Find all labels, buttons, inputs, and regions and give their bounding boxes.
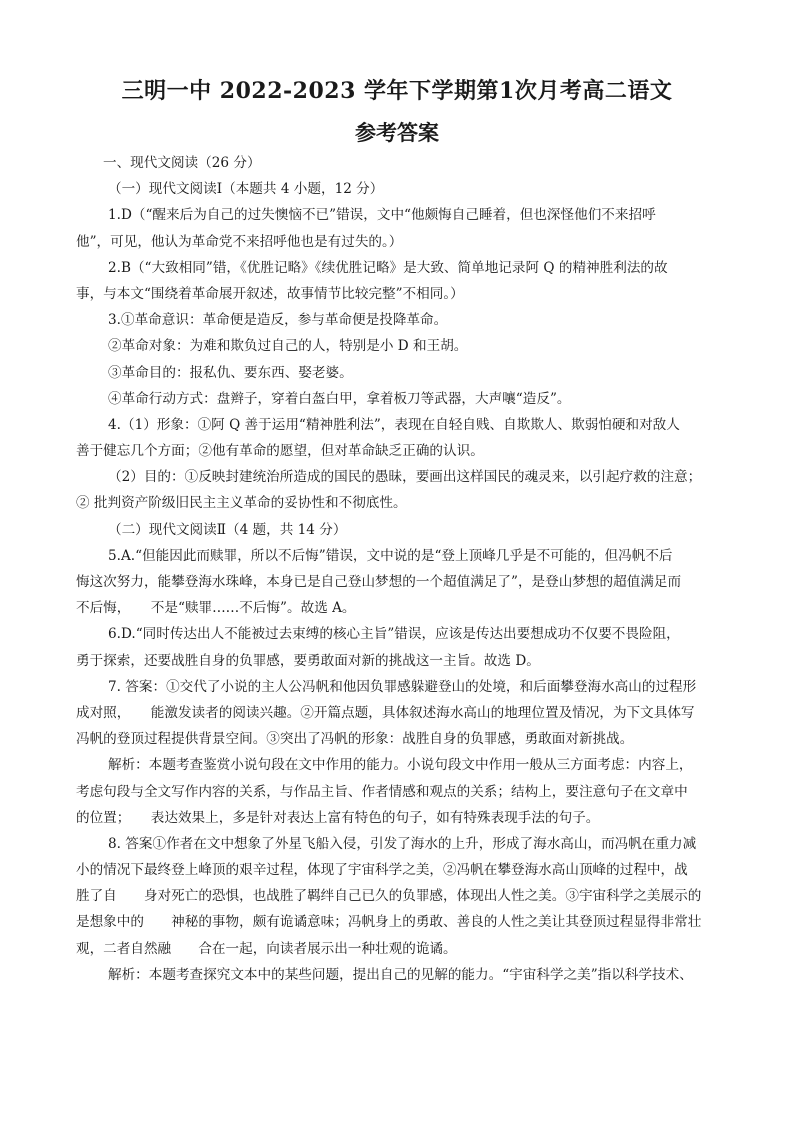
answer-line: 善于健忘几个方面；②他有革命的愿望，但对革命缺乏正确的认识。 <box>76 443 484 460</box>
document-title: 三明一中 2022-2023 学年下学期第1次月考高二语文 <box>121 78 673 104</box>
answer-line: 他”，可见，他认为革命党不来招呼他也是有过失的。） <box>76 233 403 250</box>
answer-line: 3.①革命意识：革命便是造反，参与革命便是投降革命。 <box>108 312 448 329</box>
document-subtitle: 参考答案 <box>355 120 439 145</box>
document-body <box>76 150 726 988</box>
answer-line: ② 批判资产阶级旧民主主义革命的妥协性和不彻底性。 <box>76 495 407 512</box>
answer-line: 5.A.“但能因此而赎罪，所以不后悔”错误，文中说的是“登上顶峰几乎是不可能的，但冯帆不后 <box>108 547 673 564</box>
answer-line: 6.D.“同时传达出人不能被过去束缚的核心主旨”错误，应该是传达出要想成功不仅要不畏险阻， <box>108 626 680 643</box>
analysis-line: 的位置； 表达效果上，多是针对表达上富有特色的句子，如有特殊表现手法的句子。 <box>76 809 600 826</box>
section-heading: 一、现代文阅读（26 分） <box>103 155 261 171</box>
analysis-line: 考虑句段与全文写作内容的关系，与作品主旨、作者情感和观点的关系；结构上，要注意句子在文章中 <box>76 783 688 800</box>
answer-line: 悔这次努力，能攀登海水珠峰，本身已是自己登山梦想的一个超值满足了”，是登山梦想的超值满足而 <box>76 574 682 590</box>
answer-line: （2）目的：①反映封建统治所造成的国民的愚昧，要画出这样国民的魂灵来，以引起疗救的注意； <box>108 469 702 486</box>
answer-line: 是想象中的 神秘的事物，颇有诡谲意味；冯帆身上的勇敢、善良的人性之美让其登顶过程显得非常壮 <box>76 914 702 931</box>
analysis-line: 解析：本题考查探究文本中的某些问题，提出自己的见解的能力。“宇宙科学之美”指以科学技术、 <box>108 966 693 983</box>
answer-line: 8. 答案①作者在文中想象了外星飞船入侵，引发了海水的上升，形成了海水高山，而冯帆在重力减 <box>108 835 697 852</box>
answer-line: ②革命对象：为难和欺负过自己的人，特别是小 D 和王胡。 <box>108 338 468 355</box>
answer-line: 事，与本文“围绕着革命展开叙述，故事情节比较完整”不相同。） <box>76 285 464 302</box>
answer-line: 小的情况下最终登上峰顶的艰辛过程，体现了宇宙科学之美，②冯帆在攀登海水高山顶峰的过程中，战 <box>76 862 688 879</box>
answer-line: 不后悔， 不是“赎罪……不后悔”。故选 A。 <box>76 600 356 617</box>
answer-line: 1.D（“醒来后为自己的过失懊恼不已”错误，文中“他颇悔自己睡着，但也深怪他们不来招呼 <box>108 207 656 224</box>
answer-line: 成对照， 能激发读者的阅读兴趣。②开篇点题，具体叙述海水高山的地理位置及情况，为下文具体写 <box>76 704 695 721</box>
answer-line: 观，二者自然融 合在一起，向读者展示出一种壮观的诡谲。 <box>76 940 457 957</box>
subsection-heading: （一）现代文阅读Ⅰ（本题共 4 小题，12 分） <box>108 181 384 198</box>
answer-line: 4.（1）形象：①阿 Q 善于运用“精神胜利法”，表现在自轻自贱、自欺欺人、欺弱怕硬和对敌人 <box>108 416 680 433</box>
answer-line: 冯帆的登顶过程提供背景空间。③突出了冯帆的形象：战胜自身的负罪感，勇敢面对新挑战。 <box>76 731 634 748</box>
answer-line: ④革命行动方式：盘辫子，穿着白盔白甲，拿着板刀等武器，大声嚷“造反”。 <box>108 390 571 407</box>
analysis-line: 解析：本题考查鉴赏小说句段在文中作用的能力。小说句段文中作用一般从三方面考虑：内容上， <box>108 757 693 774</box>
answer-line: 7. 答案：①交代了小说的主人公冯帆和他因负罪感躲避登山的处境，和后面攀登海水高山的过程形 <box>108 678 697 695</box>
answer-line: 2.B（“大致相同”错，《优胜记略》《续优胜记略》是大致、简单地记录阿 Q 的精神胜利法的故 <box>108 259 668 276</box>
subsection-heading: （二）现代文阅读Ⅱ（4 题，共 14 分） <box>108 521 347 538</box>
answer-line: ③革命目的：报私仇、要东西、娶老婆。 <box>108 364 353 381</box>
answer-line: 胜了自 身对死亡的恐惧，也战胜了羁绊自己已久的负罪感，体现出人性之美。③宇宙科学之美展示的 <box>76 888 702 905</box>
answer-line: 勇于探索，还要战胜自身的负罪感，要勇敢面对新的挑战这一主旨。故选 D。 <box>76 652 540 669</box>
